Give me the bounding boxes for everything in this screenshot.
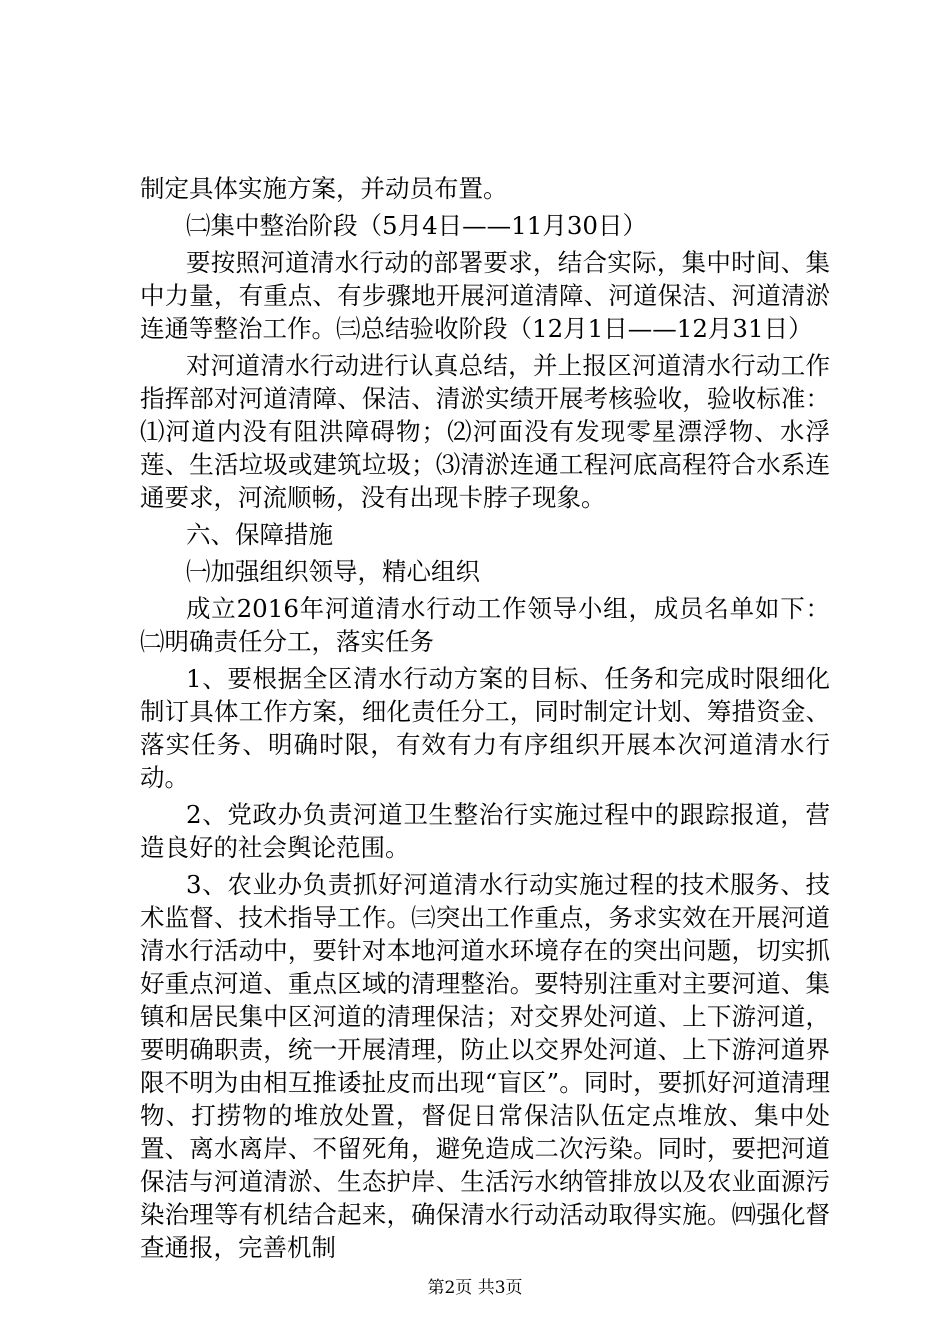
paragraph-item-3: 3、农业办负责抓好河道清水行动实施过程的技术服务、技术监督、技术指导工作。㈢突出工作重点，务求实效在开展河道清水行活动中，要针对本地河道水环境存在的突出问题，切实抓好重点河道、重点区域的清理整治。要特别注重对主要河道、集镇和居民集中区河道的清理保洁；对交界处河道、上下游河道，要明确职责，统一开展清理，防止以交界处河道、上下游河道界限不明为由相互推诿扯皮而出现“盲区”。同时，要抓好河道清理物、打捞物的堆放处置，督促日常保洁队伍定点堆放、集中处置、离水离岸、不留死角，避免造成二次污染。同时，要把河道保洁与河道清淤、生态护岸、生活污水纳管排放以及农业面源污染治理等有机结合起来，确保清水行动活动取得实施。㈣强化督查通报，完善机制 — [140, 870, 830, 1262]
subheading-organization: ㈠加强组织领导，精心组织 — [186, 557, 480, 586]
page-footer: 第2页 共3页 — [427, 1278, 523, 1298]
paragraph-stage-two-body: 要按照河道清水行动的部署要求，结合实际，集中时间、集中力量，有重点、有步骤地开展河道清障、河道保洁、河道清淤连通等整治工作。㈢总结验收阶段（12月1日——12月31日） — [140, 248, 830, 343]
paragraph-item-1: 1、要根据全区清水行动方案的目标、任务和完成时限细化制订具体工作方案，细化责任分工，同时制定计划、筹措资金、落实任务、明确时限，有效有力有序组织开展本次河道清水行动。 — [140, 664, 830, 792]
paragraph-leading-group: 成立2016年河道清水行动工作领导小组，成员名单如下：㈡明确责任分工，落实任务 — [140, 594, 830, 656]
paragraph-continuation: 制定具体实施方案，并动员布置。 — [140, 174, 508, 203]
section-heading-safeguards: 六、保障措施 — [186, 520, 333, 549]
paragraph-stage-two-heading: ㈡集中整治阶段（5月4日——11月30日） — [186, 211, 648, 240]
paragraph-acceptance-body: 对河道清水行动进行认真总结，并上报区河道清水行动工作指挥部对河道清障、保洁、清淤实绩开展考核验收，验收标准：⑴河道内没有阻洪障碍物；⑵河面没有发现零星漂浮物、水浮莲、生活垃圾或建筑垃圾；⑶清淤连通工程河底高程符合水系连通要求，河流顺畅，没有出现卡脖子现象。 — [140, 351, 830, 512]
paragraph-item-2: 2、党政办负责河道卫生整治行实施过程中的跟踪报道，营造良好的社会舆论范围。 — [140, 800, 830, 862]
document-body — [140, 172, 830, 1268]
